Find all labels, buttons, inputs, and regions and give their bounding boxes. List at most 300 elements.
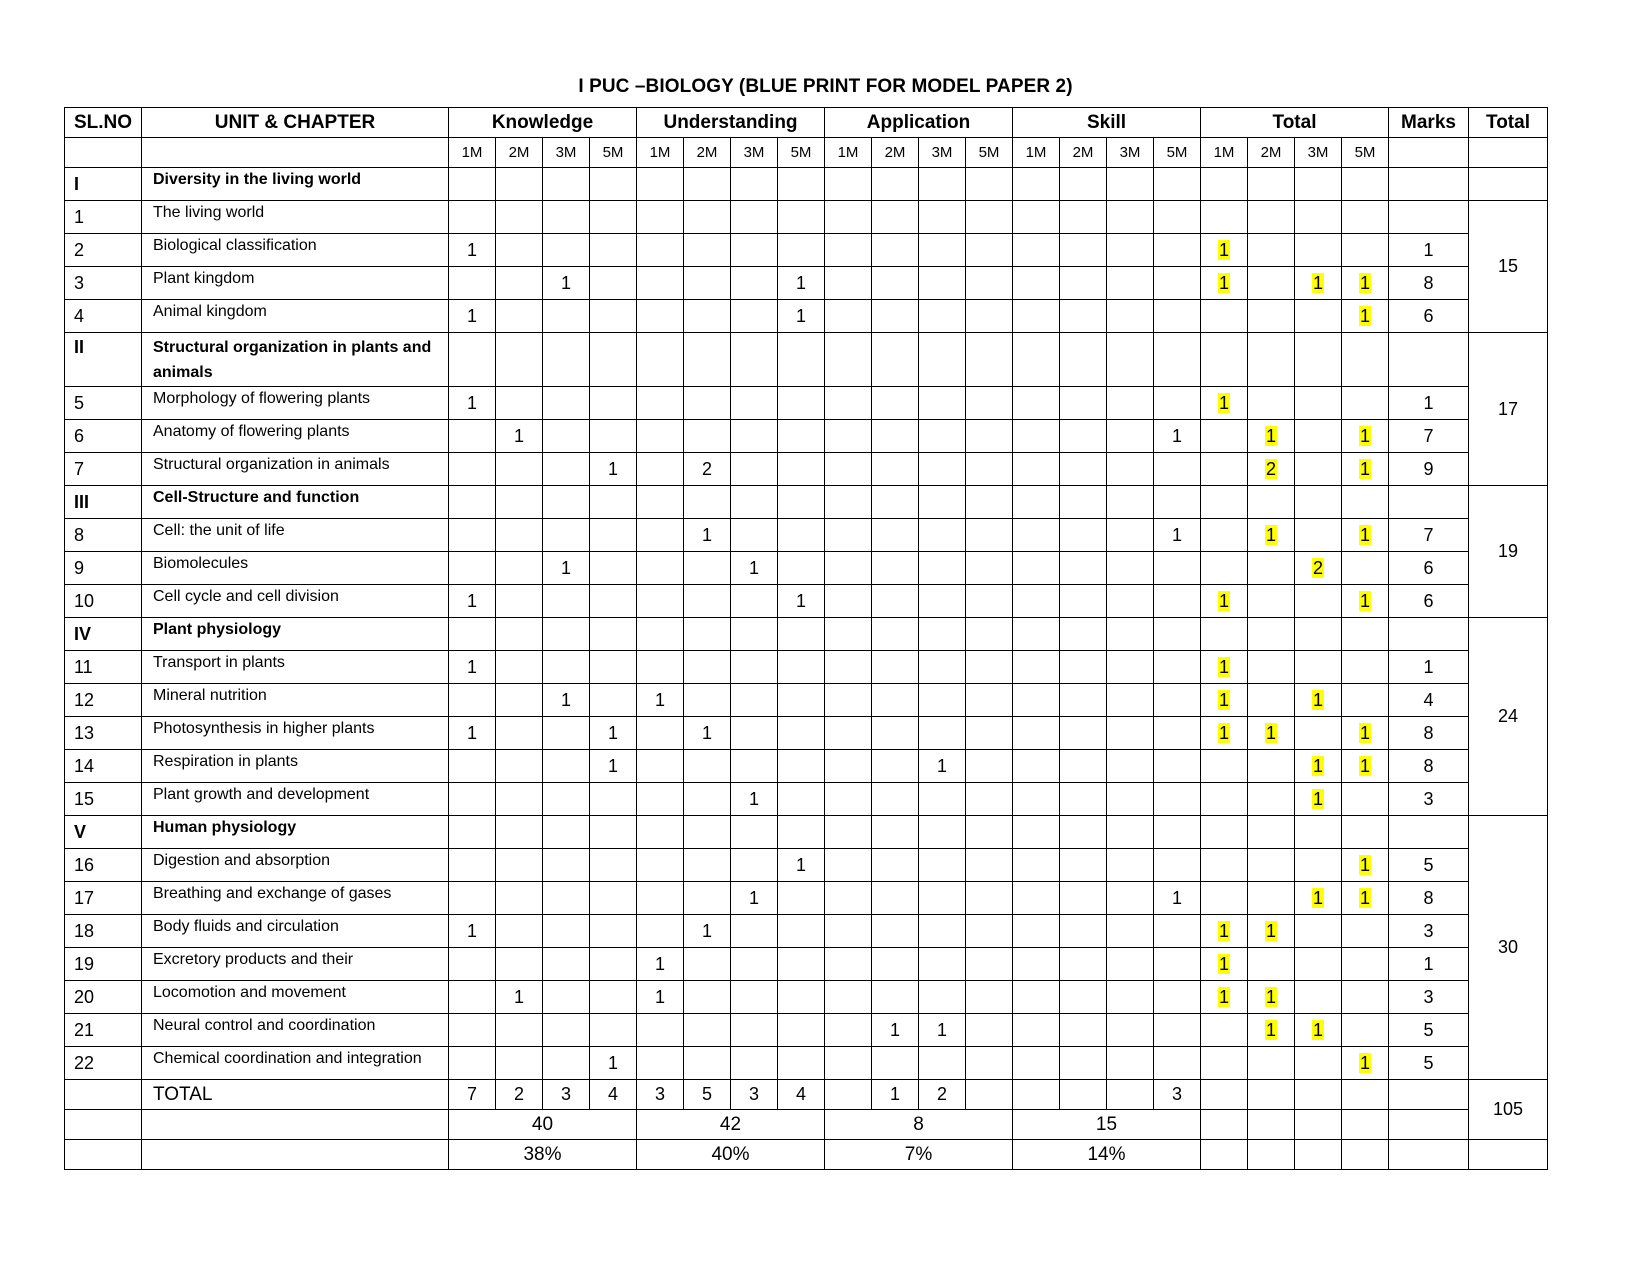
count-cell [449, 849, 496, 882]
count-cell [637, 783, 684, 816]
count-cell [1154, 267, 1201, 300]
count-cell [731, 486, 778, 519]
chapter-name: Mineral nutrition [142, 684, 449, 717]
count-cell [778, 618, 825, 651]
count-cell [1013, 1014, 1060, 1047]
count-cell [496, 915, 543, 948]
count-cell [1154, 915, 1201, 948]
highlighted-count: 1 [1265, 722, 1276, 743]
count-cell [778, 783, 825, 816]
count-cell [1342, 387, 1389, 420]
count-cell [543, 300, 590, 333]
marks-cell: 9 [1389, 453, 1469, 486]
count-cell [1201, 948, 1248, 981]
count-cell [496, 201, 543, 234]
count-cell [1295, 1047, 1342, 1080]
total-count-cell: 3 [543, 1080, 590, 1110]
count-cell [778, 981, 825, 1014]
count-cell [825, 651, 872, 684]
sl-no: 16 [65, 849, 142, 882]
count-cell [731, 750, 778, 783]
count-cell [1201, 201, 1248, 234]
count-cell [1295, 1014, 1342, 1047]
chapter-name: The living world [142, 201, 449, 234]
total-row [65, 1080, 1548, 1110]
count-cell [919, 168, 966, 201]
count-cell [1107, 519, 1154, 552]
group-sum: 40 [449, 1110, 637, 1140]
sl-no: 3 [65, 267, 142, 300]
count-cell [778, 387, 825, 420]
highlighted-count: 1 [1265, 524, 1276, 545]
count-cell [966, 783, 1013, 816]
count-cell [590, 585, 637, 618]
marks-cell: 8 [1389, 267, 1469, 300]
count-cell [825, 585, 872, 618]
count-cell [1342, 168, 1389, 201]
sl-no: 1 [65, 201, 142, 234]
count-cell [1248, 552, 1295, 585]
count-cell [684, 201, 731, 234]
count-cell [543, 948, 590, 981]
count-cell [1154, 585, 1201, 618]
highlighted-count: 1 [1312, 272, 1323, 293]
chapter-row [65, 387, 1548, 420]
chapter-name: Digestion and absorption [142, 849, 449, 882]
count-cell [1295, 750, 1342, 783]
empty-cell [65, 1140, 142, 1170]
count-cell [543, 981, 590, 1014]
count-cell [1295, 882, 1342, 915]
count-cell [1295, 783, 1342, 816]
chapter-name: Biomolecules [142, 552, 449, 585]
count-cell [1342, 750, 1389, 783]
count-cell [731, 882, 778, 915]
group-percent: 14% [1013, 1140, 1201, 1170]
count-cell [825, 783, 872, 816]
header-sub-3m: 3M [731, 138, 778, 168]
highlighted-count: 1 [1359, 524, 1370, 545]
count-cell [496, 1047, 543, 1080]
count-cell [778, 684, 825, 717]
count-value: 1 [795, 854, 806, 875]
sl-no: 21 [65, 1014, 142, 1047]
marks-cell: 5 [1389, 849, 1469, 882]
marks-cell: 6 [1389, 585, 1469, 618]
count-cell [1201, 849, 1248, 882]
count-cell [1201, 684, 1248, 717]
chapter-name: Neural control and coordination [142, 1014, 449, 1047]
count-cell [1248, 882, 1295, 915]
count-value: 1 [936, 1019, 947, 1040]
count-cell [778, 849, 825, 882]
count-value: 1 [1171, 887, 1182, 908]
count-cell [1013, 684, 1060, 717]
count-cell [543, 1047, 590, 1080]
highlighted-count: 1 [1312, 1019, 1323, 1040]
count-cell [1201, 519, 1248, 552]
count-cell [496, 618, 543, 651]
count-cell [1295, 651, 1342, 684]
highlighted-count: 1 [1265, 425, 1276, 446]
empty-cell [142, 138, 449, 168]
count-cell [1154, 420, 1201, 453]
count-cell [684, 750, 731, 783]
count-cell [684, 684, 731, 717]
chapter-name: Cell: the unit of life [142, 519, 449, 552]
total-count-cell: 2 [919, 1080, 966, 1110]
group-percent: 7% [825, 1140, 1013, 1170]
count-cell [1154, 333, 1201, 387]
count-cell [637, 717, 684, 750]
count-cell [825, 387, 872, 420]
count-cell [1060, 717, 1107, 750]
chapter-row [65, 300, 1548, 333]
count-cell [825, 300, 872, 333]
count-cell [1342, 651, 1389, 684]
marks-cell: 6 [1389, 300, 1469, 333]
count-cell [1248, 651, 1295, 684]
marks-cell: 7 [1389, 420, 1469, 453]
count-cell [1201, 1014, 1248, 1047]
count-cell [590, 816, 637, 849]
header-sub-2m: 2M [496, 138, 543, 168]
count-cell [449, 585, 496, 618]
total-count-cell: 5 [684, 1080, 731, 1110]
count-cell [637, 234, 684, 267]
marks-cell: 8 [1389, 717, 1469, 750]
count-cell [590, 552, 637, 585]
sl-no: 22 [65, 1047, 142, 1080]
count-cell [966, 168, 1013, 201]
count-cell [1248, 717, 1295, 750]
count-cell [449, 453, 496, 486]
count-cell [1013, 333, 1060, 387]
marks-cell [1389, 333, 1469, 387]
count-cell [1201, 300, 1248, 333]
count-cell [1107, 585, 1154, 618]
count-cell [778, 420, 825, 453]
count-cell [543, 486, 590, 519]
count-cell [872, 201, 919, 234]
count-cell [778, 750, 825, 783]
count-cell [1201, 783, 1248, 816]
count-value: 1 [701, 524, 712, 545]
sl-no: 17 [65, 882, 142, 915]
count-cell [778, 519, 825, 552]
count-cell [1107, 300, 1154, 333]
count-cell [966, 618, 1013, 651]
count-cell [590, 618, 637, 651]
count-cell [590, 168, 637, 201]
count-cell [966, 684, 1013, 717]
count-value: 2 [701, 458, 712, 479]
count-cell [496, 387, 543, 420]
sl-no: 10 [65, 585, 142, 618]
count-cell [1342, 684, 1389, 717]
count-cell [1060, 267, 1107, 300]
highlighted-count: 1 [1359, 272, 1370, 293]
count-cell [1107, 849, 1154, 882]
chapter-name: Body fluids and circulation [142, 915, 449, 948]
count-cell [1248, 915, 1295, 948]
header-group-knowledge: Knowledge [449, 108, 637, 138]
count-cell [872, 1014, 919, 1047]
count-cell [872, 519, 919, 552]
count-cell [778, 816, 825, 849]
marks-cell: 7 [1389, 519, 1469, 552]
count-value: 1 [560, 689, 571, 710]
marks-cell: 1 [1389, 651, 1469, 684]
count-cell [966, 915, 1013, 948]
group-percent: 40% [637, 1140, 825, 1170]
count-cell [1248, 267, 1295, 300]
count-cell [731, 816, 778, 849]
header-sub-3m: 3M [919, 138, 966, 168]
count-cell [919, 750, 966, 783]
count-cell [1154, 1014, 1201, 1047]
count-cell [684, 585, 731, 618]
count-cell [731, 717, 778, 750]
empty-cell [1248, 1140, 1295, 1170]
count-cell [1201, 486, 1248, 519]
unit-row [65, 618, 1548, 651]
chapter-row [65, 1047, 1548, 1080]
count-cell [825, 684, 872, 717]
count-cell [778, 300, 825, 333]
count-cell [496, 267, 543, 300]
total-count-cell [1013, 1080, 1060, 1110]
highlighted-count: 1 [1218, 953, 1229, 974]
empty-cell [65, 1110, 142, 1140]
sl-no: 11 [65, 651, 142, 684]
count-cell [496, 849, 543, 882]
count-cell [1248, 618, 1295, 651]
count-cell [496, 783, 543, 816]
count-cell [872, 618, 919, 651]
count-cell [637, 387, 684, 420]
count-cell [1107, 816, 1154, 849]
unit-title: Human physiology [142, 816, 449, 849]
count-cell [919, 981, 966, 1014]
count-cell [825, 486, 872, 519]
header-sub-2m: 2M [872, 138, 919, 168]
chapter-name: Biological classification [142, 234, 449, 267]
header-sub-5m: 5M [778, 138, 825, 168]
count-cell [825, 981, 872, 1014]
count-cell [449, 234, 496, 267]
count-value: 1 [748, 788, 759, 809]
count-cell [1342, 1014, 1389, 1047]
count-cell [731, 915, 778, 948]
count-cell [1248, 816, 1295, 849]
count-cell [543, 585, 590, 618]
total-count-cell: 7 [449, 1080, 496, 1110]
count-cell [1107, 882, 1154, 915]
count-cell [966, 387, 1013, 420]
count-cell [449, 816, 496, 849]
group-percent: 38% [449, 1140, 637, 1170]
count-cell [637, 486, 684, 519]
count-value: 1 [795, 590, 806, 611]
count-cell [1013, 882, 1060, 915]
count-cell [1107, 201, 1154, 234]
header-sub-2m: 2M [1060, 138, 1107, 168]
count-cell [543, 783, 590, 816]
group-sum: 8 [825, 1110, 1013, 1140]
count-value: 1 [607, 722, 618, 743]
count-cell [919, 585, 966, 618]
chapter-row [65, 519, 1548, 552]
count-cell [1201, 816, 1248, 849]
count-cell [731, 981, 778, 1014]
count-cell [966, 420, 1013, 453]
count-cell [496, 420, 543, 453]
marks-cell [1389, 618, 1469, 651]
total-count-cell: 3 [1154, 1080, 1201, 1110]
count-value: 1 [1171, 425, 1182, 446]
count-cell [496, 981, 543, 1014]
count-cell [684, 1047, 731, 1080]
count-cell [872, 168, 919, 201]
count-cell [1201, 882, 1248, 915]
chapter-name: Animal kingdom [142, 300, 449, 333]
count-cell [1295, 618, 1342, 651]
count-cell [1342, 201, 1389, 234]
count-cell [1107, 168, 1154, 201]
count-cell [1107, 234, 1154, 267]
highlighted-count: 1 [1359, 755, 1370, 776]
group-sum: 15 [1013, 1110, 1201, 1140]
count-cell [496, 333, 543, 387]
count-cell [872, 486, 919, 519]
count-cell [496, 816, 543, 849]
total-count-cell: 2 [496, 1080, 543, 1110]
count-cell [919, 1014, 966, 1047]
unit-total: 30 [1469, 816, 1548, 1080]
count-cell [543, 816, 590, 849]
count-cell [872, 684, 919, 717]
count-cell [825, 552, 872, 585]
count-cell [1107, 948, 1154, 981]
count-cell [919, 234, 966, 267]
count-cell [449, 684, 496, 717]
count-cell [1013, 267, 1060, 300]
header-sub-1m: 1M [1201, 138, 1248, 168]
count-cell [1013, 486, 1060, 519]
count-cell [778, 651, 825, 684]
count-cell [872, 585, 919, 618]
count-cell [872, 267, 919, 300]
marks-cell: 5 [1389, 1014, 1469, 1047]
count-cell [449, 333, 496, 387]
count-cell [496, 519, 543, 552]
unit-total: 24 [1469, 618, 1548, 816]
count-cell [731, 1014, 778, 1047]
count-cell [1013, 585, 1060, 618]
count-cell [637, 1047, 684, 1080]
count-cell [1248, 453, 1295, 486]
marks-cell: 5 [1389, 1047, 1469, 1080]
count-cell [1013, 717, 1060, 750]
count-cell [1248, 387, 1295, 420]
count-cell [543, 750, 590, 783]
count-value: 1 [701, 722, 712, 743]
count-cell [919, 882, 966, 915]
count-cell [1107, 333, 1154, 387]
count-cell [731, 333, 778, 387]
count-cell [1248, 849, 1295, 882]
empty-cell [1469, 1140, 1548, 1170]
header-group-understanding: Understanding [637, 108, 825, 138]
count-cell [1107, 750, 1154, 783]
total-count-cell [825, 1080, 872, 1110]
count-cell [1154, 783, 1201, 816]
count-cell [496, 1014, 543, 1047]
empty-cell [1201, 1110, 1248, 1140]
count-value: 1 [607, 755, 618, 776]
count-value: 1 [466, 920, 477, 941]
count-value: 1 [701, 920, 712, 941]
count-cell [449, 783, 496, 816]
count-value: 1 [466, 590, 477, 611]
header-sub-1m: 1M [1013, 138, 1060, 168]
count-cell [1295, 948, 1342, 981]
count-cell [590, 519, 637, 552]
highlighted-count: 1 [1312, 788, 1323, 809]
count-cell [966, 453, 1013, 486]
count-cell [637, 915, 684, 948]
count-cell [919, 816, 966, 849]
count-cell [1248, 585, 1295, 618]
count-cell [731, 453, 778, 486]
count-cell [1342, 585, 1389, 618]
count-cell [1013, 849, 1060, 882]
header-group-skill: Skill [1013, 108, 1201, 138]
count-cell [1154, 300, 1201, 333]
count-cell [1154, 387, 1201, 420]
sl-no: 6 [65, 420, 142, 453]
count-cell [1060, 453, 1107, 486]
count-cell [1248, 783, 1295, 816]
count-cell [1248, 750, 1295, 783]
header-sub-5m: 5M [1342, 138, 1389, 168]
count-cell [1295, 453, 1342, 486]
count-cell [919, 519, 966, 552]
count-cell [543, 453, 590, 486]
count-cell [1060, 333, 1107, 387]
count-cell [1201, 420, 1248, 453]
count-cell [1060, 651, 1107, 684]
chapter-name: Plant growth and development [142, 783, 449, 816]
count-cell [449, 420, 496, 453]
count-cell [637, 651, 684, 684]
count-cell [543, 234, 590, 267]
count-cell [966, 267, 1013, 300]
count-cell [1060, 552, 1107, 585]
count-cell [778, 585, 825, 618]
count-cell [543, 552, 590, 585]
count-cell [543, 684, 590, 717]
marks-cell: 1 [1389, 234, 1469, 267]
empty-cell [1295, 1080, 1342, 1110]
count-cell [919, 717, 966, 750]
header-sub-1m: 1M [449, 138, 496, 168]
marks-cell: 1 [1389, 387, 1469, 420]
count-cell [543, 420, 590, 453]
count-cell [1154, 816, 1201, 849]
count-cell [449, 201, 496, 234]
